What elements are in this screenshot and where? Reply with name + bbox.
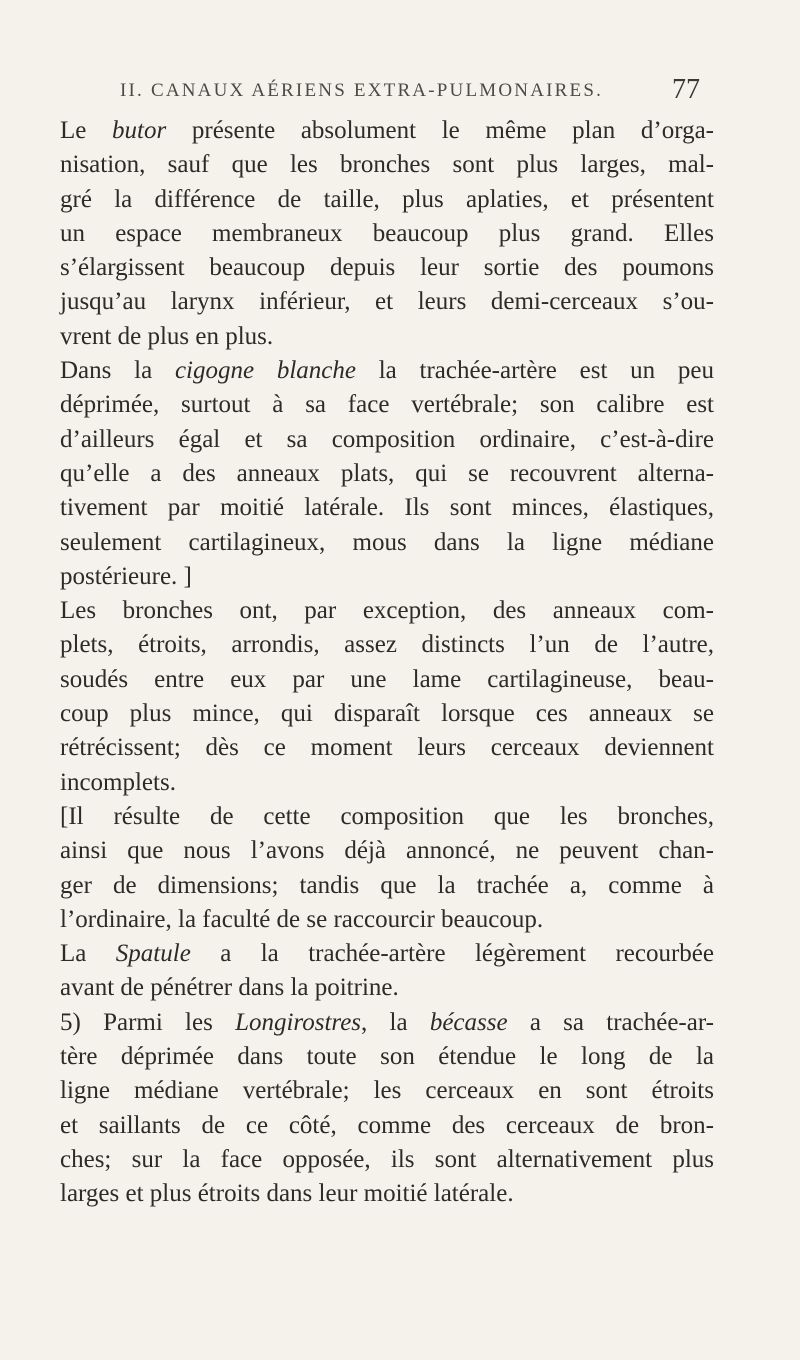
text-run: , la	[361, 1008, 430, 1036]
text-run: rétrécissent; dès ce moment leurs cerceaux deviennent	[60, 734, 714, 762]
text-line	[60, 388, 714, 422]
text-run: tivement par moitié latérale. Ils sont minces, élastiques,	[60, 494, 714, 522]
text-line	[60, 354, 714, 388]
text-run: ainsi que nous l’avons déjà annoncé, ne peuvent chan-	[60, 837, 714, 865]
text-line	[60, 697, 714, 731]
text-line	[60, 526, 714, 560]
italic-term: bécasse	[429, 1008, 508, 1036]
text-line	[60, 663, 714, 697]
text-run: 5) Parmi les	[60, 1008, 236, 1036]
text-line	[60, 869, 714, 903]
italic-term: cigogne blanche	[174, 357, 356, 385]
text-line	[60, 560, 714, 594]
text-line	[60, 320, 714, 354]
text-run: La	[60, 940, 116, 968]
text-run: déprimée, surtout à sa face vertébrale; son calibre est	[60, 391, 714, 419]
text-run: et saillants de ce côté, comme des cerceaux de bron-	[60, 1111, 714, 1139]
text-line	[60, 731, 714, 765]
text-line	[60, 457, 714, 491]
text-line	[60, 628, 714, 662]
italic-term: Longirostres	[235, 1008, 362, 1036]
text-run: postérieure. ]	[60, 562, 192, 590]
text-line	[60, 937, 714, 971]
text-run: Dans la	[60, 357, 175, 385]
text-line	[60, 183, 714, 217]
text-line	[60, 971, 714, 1005]
italic-term: Spatule	[115, 940, 191, 968]
text-run: incomplets.	[60, 768, 176, 796]
text-line	[60, 251, 714, 285]
body-text	[60, 114, 714, 1212]
text-run: coup plus mince, qui disparaît lorsque ces anneaux se	[60, 700, 714, 728]
text-line	[60, 903, 714, 937]
page-number: 77	[672, 74, 700, 105]
text-line	[60, 800, 714, 834]
text-run: la trachée-artère est un peu	[355, 357, 715, 385]
text-line	[60, 114, 714, 148]
text-line	[60, 491, 714, 525]
text-run: vrent de plus en plus.	[60, 322, 274, 350]
text-run: présente absolument le même plan d’orga-	[166, 117, 714, 144]
text-run: nisation, sauf que les bronches sont plus larges, mal-	[60, 151, 714, 179]
text-line	[60, 834, 714, 868]
text-run: ligne médiane vertébrale; les cerceaux en sont étroits	[60, 1077, 714, 1105]
chapter-heading: II. CANAUX AÉRIENS EXTRA-PULMONAIRES.	[120, 80, 604, 101]
text-line	[60, 1109, 714, 1143]
text-run: avant de pénétrer dans la poitrine.	[60, 974, 399, 1002]
text-line	[60, 766, 714, 800]
text-run: soudés entre eux par une lame cartilagineuse, beau-	[60, 665, 714, 693]
text-run: tère déprimée dans toute son étendue le long de la	[60, 1043, 714, 1071]
text-run: d’ailleurs égal et sa composition ordinaire, c’est-à-dire	[60, 425, 714, 453]
text-line	[60, 1074, 714, 1108]
text-run: gré la différence de taille, plus aplaties, et présentent	[60, 185, 714, 213]
text-run: [Il résulte de cette composition que les bronches,	[60, 802, 714, 830]
text-run: jusqu’au larynx inférieur, et leurs demi-cerceaux s’ou-	[60, 288, 714, 316]
text-run: ger de dimensions; tandis que la trachée a, comme à	[60, 871, 714, 899]
text-run: Le	[60, 117, 113, 144]
text-line	[60, 285, 714, 319]
text-run: l’ordinaire, la faculté de se raccourcir beaucoup.	[60, 905, 544, 933]
text-run: larges et plus étroits dans leur moitié latérale.	[60, 1180, 514, 1208]
text-run: plets, étroits, arrondis, assez distincts l’un de l’autre,	[60, 631, 714, 659]
text-line	[60, 148, 714, 182]
text-run: qu’elle a des anneaux plats, qui se recouvrent alterna-	[60, 459, 714, 487]
text-line	[60, 594, 714, 628]
text-line	[60, 1040, 714, 1074]
text-run: s’élargissent beaucoup depuis leur sortie des poumons	[60, 254, 714, 282]
text-run: seulement cartilagineux, mous dans la ligne médiane	[60, 528, 714, 556]
text-run: un espace membraneux beaucoup plus grand. Elles	[60, 219, 714, 247]
text-line	[60, 423, 714, 457]
text-line	[60, 1006, 714, 1040]
running-header	[120, 76, 700, 112]
text-run: a sa trachée-ar-	[507, 1008, 714, 1036]
text-line	[60, 1143, 714, 1177]
text-run: Les bronches ont, par exception, des anneaux com-	[60, 597, 714, 625]
text-run: ches; sur la face opposée, ils sont alternativement plus	[60, 1145, 714, 1173]
text-line	[60, 1177, 714, 1211]
text-run: a la trachée-artère légèrement recourbée	[190, 940, 714, 968]
text-line	[60, 217, 714, 251]
italic-term: butor	[112, 117, 167, 144]
